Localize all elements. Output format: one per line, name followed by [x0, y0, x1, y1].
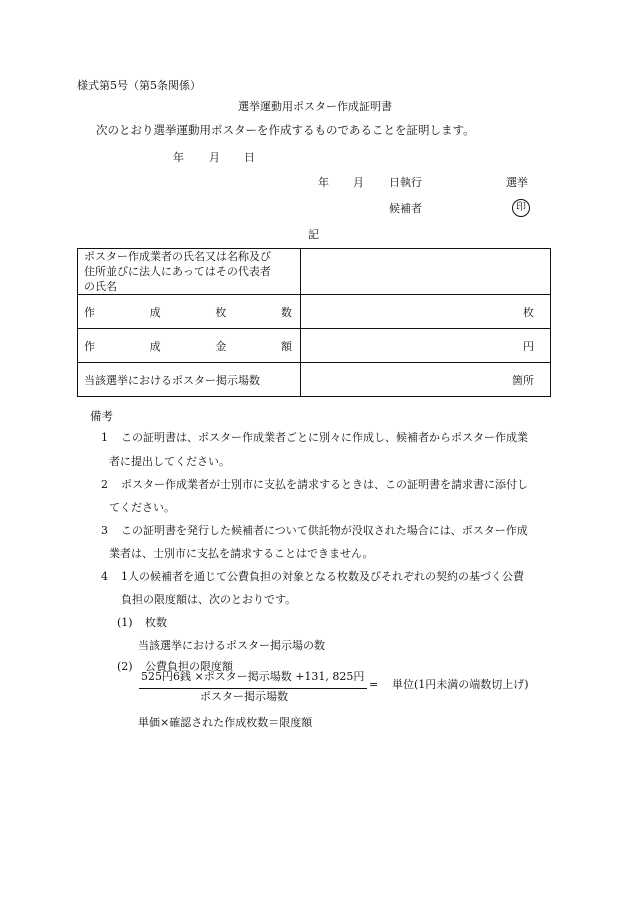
note-1-text: この証明書は、ポスター作成業者ごとに別々に作成し、候補者からポスター作成業 [121, 431, 528, 444]
note-4-line2: 負担の限度額は、次のとおりです。 [121, 593, 297, 606]
label-char: 金 [215, 339, 227, 353]
count-unit: 枚 [523, 305, 534, 319]
election-year-label: 年 [318, 176, 329, 189]
note-4-number: 4 [101, 570, 108, 583]
production-count-field[interactable] [301, 295, 551, 329]
board-count-unit: 箇所 [512, 373, 534, 387]
producer-name-label-line3: の氏名 [84, 280, 117, 293]
label-char: 成 [149, 339, 161, 353]
label-char: 成 [149, 305, 161, 319]
table-row [78, 249, 551, 295]
subnote-2-number: (2) [117, 660, 133, 673]
note-3-text: この証明書を発行した候補者について供託物が没収された場合には、ポスター作成 [121, 524, 528, 537]
amount-unit: 円 [523, 339, 534, 353]
note-4-text: 1人の候補者を通じて公費負担の対象となる枚数及びそれぞれの契約の基づく公費 [121, 570, 524, 583]
note-2-line2: てください。 [109, 501, 175, 514]
formula-result: 単価×確認された作成枚数＝限度額 [138, 716, 313, 729]
label-char: 作 [84, 305, 95, 319]
issue-date-month-label: 月 [209, 151, 220, 164]
producer-name-field[interactable] [301, 249, 551, 295]
producer-name-label-line2: 住所並びに法人にあってはその代表者 [84, 265, 271, 278]
label-char: 数 [280, 305, 292, 319]
election-executed-label: 日執行 [389, 176, 422, 189]
note-4-line1 [101, 566, 524, 588]
candidate-label: 候補者 [389, 202, 422, 215]
note-1-number: 1 [101, 431, 108, 444]
poster-board-count-label: 当該選挙におけるポスター掲示場数 [78, 363, 301, 397]
ki-heading: 記 [308, 228, 319, 241]
note-3-line2: 業者は、士別市に支払を請求することはできません。 [109, 547, 374, 560]
seal-mark: 印 [512, 199, 530, 217]
issue-date-year-label: 年 [173, 151, 184, 164]
note-2-line1 [101, 474, 528, 496]
table-row [78, 329, 551, 363]
subnote-1-text: 当該選挙におけるポスター掲示場の数 [138, 639, 325, 652]
formula-equals: = [369, 678, 379, 691]
subnote-2-label: 公費負担の限度額 [145, 660, 233, 673]
subnote-1-number: (1) [117, 616, 133, 629]
notes-heading: 備考 [90, 409, 113, 423]
label-char: 枚 [215, 305, 227, 319]
poster-board-count-field[interactable] [301, 363, 551, 397]
producer-name-label [78, 249, 301, 295]
subnote-1-heading [117, 612, 167, 634]
document-title: 選挙運動用ポスター作成証明書 [238, 100, 392, 113]
election-label: 選挙 [506, 176, 528, 189]
formula-numerator: 525円6銭 ×ポスター掲示場数 +131, 825円 [141, 670, 365, 683]
formula-unit-note: 単位(1円未満の端数切上げ) [392, 678, 529, 691]
certification-statement: 次のとおり選挙運動用ポスターを作成するものであることを証明します。 [96, 123, 475, 137]
label-char: 作 [84, 339, 95, 353]
table-row [78, 363, 551, 397]
production-amount-field[interactable] [301, 329, 551, 363]
production-count-label [78, 295, 301, 329]
note-3-line1 [101, 520, 528, 542]
formula-denominator: ポスター掲示場数 [200, 690, 288, 703]
production-amount-label [78, 329, 301, 363]
table-row [78, 295, 551, 329]
note-2-text: ポスター作成業者が士別市に支払を請求するときは、この証明書を請求書に添付し [121, 478, 528, 491]
form-number-label: 様式第5号（第5条関係） [77, 79, 201, 92]
election-month-label: 月 [353, 176, 364, 189]
note-1-line2: 者に提出してください。 [109, 455, 230, 468]
note-2-number: 2 [101, 478, 108, 491]
note-3-number: 3 [101, 524, 108, 537]
issue-date-day-label: 日 [244, 151, 255, 164]
subnote-1-label: 枚数 [145, 616, 167, 629]
certificate-table [77, 248, 551, 397]
producer-name-label-line1: ポスター作成業者の氏名又は名称及び [84, 250, 271, 263]
note-1-line1 [101, 427, 528, 449]
label-char: 額 [280, 339, 292, 353]
